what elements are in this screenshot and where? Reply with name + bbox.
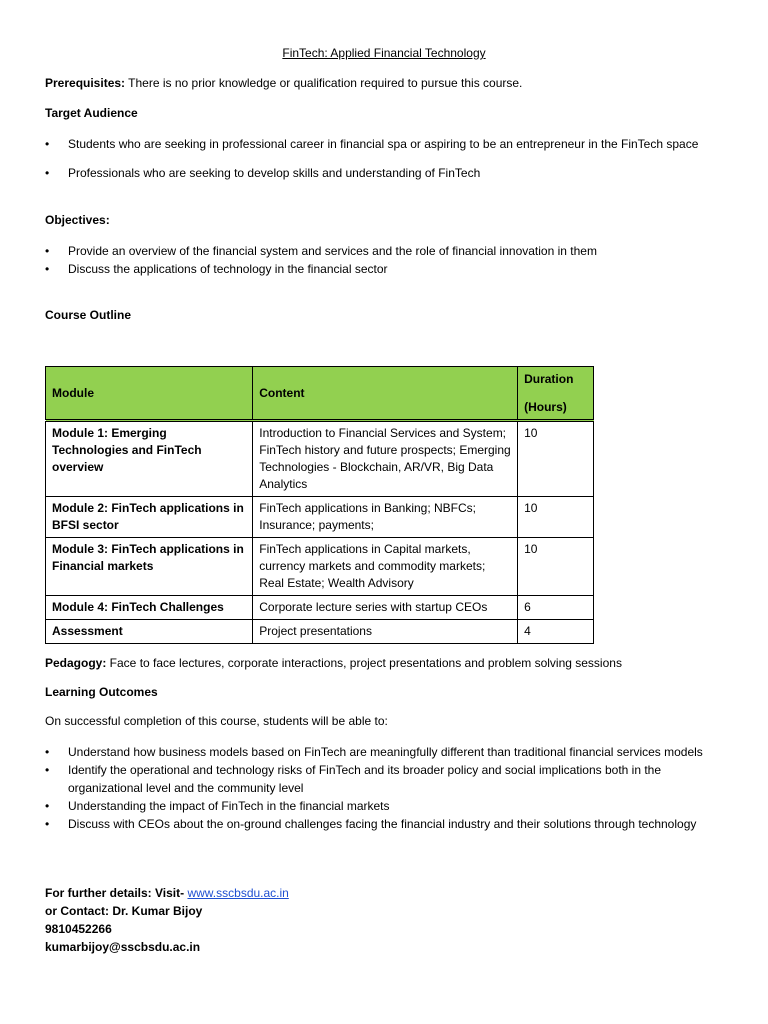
table-row [46,596,594,620]
duration-cell: 10 [518,421,594,497]
learning-outcomes-intro: On successful completion of this course, students will be able to: [45,714,388,728]
learning-outcomes-heading: Learning Outcomes [45,685,158,699]
list-item-text: Discuss the applications of technology in the financial sector [68,262,388,276]
bullet-icon: • [45,799,50,813]
objectives-list [45,242,725,278]
bullet-icon: • [45,137,50,151]
content-cell: Project presentations [253,620,518,644]
website-link[interactable]: www.sscbsdu.ac.in [187,886,289,900]
list-item [45,242,725,260]
phone-number: 9810452266 [45,922,112,936]
course-outline-heading: Course Outline [45,308,132,322]
list-item [45,761,715,797]
bullet-icon: • [45,763,50,777]
email-address: kumarbijoy@sscbsdu.ac.in [45,940,201,954]
list-item-text: Provide an overview of the financial system and services and the role of financial innovation in them [68,244,597,258]
list-item-text: Understand how business models based on FinTech are meaningfully different than traditional financial services models [68,745,703,759]
header-duration [518,367,594,421]
list-item-text: Understanding the impact of FinTech in the financial markets [68,799,390,813]
table-header-row [46,367,594,421]
prerequisites-text: There is no prior knowledge or qualification required to pursue this course. [125,76,523,90]
list-item-text: Professionals who are seeking to develop skills and understanding of FinTech [68,166,481,180]
learning-outcomes-list [45,743,715,833]
header-duration-line2: (Hours) [524,399,567,414]
module-cell: Module 4: FinTech Challenges [46,596,253,620]
table-row [46,538,594,596]
list-item [45,797,715,815]
pedagogy-line [45,656,622,670]
duration-cell: 6 [518,596,594,620]
pedagogy-label: Pedagogy: [45,656,107,670]
objectives-heading: Objectives: [45,213,110,227]
header-duration-line1: Duration [524,371,574,386]
prerequisites-label: Prerequisites: [45,76,126,90]
module-cell: Assessment [46,620,253,644]
bullet-icon: • [45,244,50,258]
prerequisites-line [45,76,522,90]
contact-block [45,884,289,956]
header-content: Content [253,367,518,421]
target-audience-list [45,135,715,182]
pedagogy-text: Face to face lectures, corporate interactions, project presentations and problem solving sessions [106,656,622,670]
duration-cell: 4 [518,620,594,644]
table-row [46,421,594,497]
bullet-icon: • [45,745,50,759]
list-item-text: Students who are seeking in professional career in financial spa or aspiring to be an entrepreneur in the FinTech space [68,137,699,151]
duration-cell: 10 [518,538,594,596]
content-cell: Corporate lecture series with startup CEOs [253,596,518,620]
content-cell: FinTech applications in Capital markets, currency markets and commodity markets; Real Estate; Wealth Advisory [253,538,518,596]
content-cell: Introduction to Financial Services and System; FinTech history and future prospects; Emerging Technologies - Blockchain, AR/VR, Big Data Analytics [253,421,518,497]
course-outline-table [45,366,594,644]
target-audience-heading: Target Audience [45,106,138,120]
header-module: Module [46,367,253,421]
list-item [45,743,715,761]
list-item-text: Identify the operational and technology risks of FinTech and its broader policy and social implications both in the organizational level and the community level [68,763,662,795]
table-row [46,620,594,644]
content-cell: FinTech applications in Banking; NBFCs; Insurance; payments; [253,497,518,538]
contact-line: or Contact: Dr. Kumar Bijoy [45,904,203,918]
module-cell: Module 3: FinTech applications in Financial markets [46,538,253,596]
list-item [45,164,715,182]
bullet-icon: • [45,166,50,180]
list-item-text: Discuss with CEOs about the on-ground challenges facing the financial industry and their solutions through technology [68,817,697,831]
visit-line [45,884,289,902]
module-cell: Module 2: FinTech applications in BFSI sector [46,497,253,538]
list-item [45,260,725,278]
duration-cell: 10 [518,497,594,538]
bullet-icon: • [45,262,50,276]
bullet-icon: • [45,817,50,831]
document-title: FinTech: Applied Financial Technology [282,46,486,60]
visit-label: For further details: Visit- [45,886,188,900]
module-cell: Module 1: Emerging Technologies and FinTech overview [46,421,253,497]
list-item [45,815,715,833]
table-row [46,497,594,538]
list-item [45,135,715,153]
